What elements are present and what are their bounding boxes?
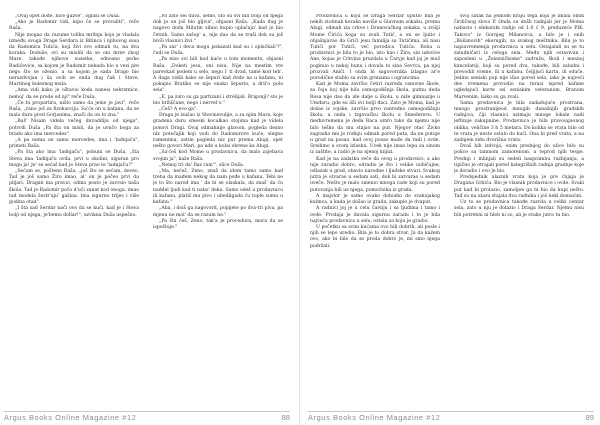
paragraph: Uz to se prodavnica takođe razvila u veliki centar sela, zato u nju je dolazio i Draga Serdar. Njemu nisu bili potrebni ni hleb ni so, ali je svako jutro tu bio. [454,200,584,218]
paragraph: „Če bi proparlira, ništo samo da jeme je javi", reče Raša, „rano još za fizokarciju. Sa'će on u kafanu, da se malo dura pred Gorjanima, znači da on to zna." [9,100,139,119]
left-page-footer [4,411,290,422]
paragraph: Predsjednik ulaznih vrata koja je pre ćnjiga je Dragana Grbića. Bio je vlasnik prodavnice i ovde. Svaki put kad bi prolazio, zamoljen ga bi bio da kupi nešto. Tad su na ulazu stajala dva radnika i još neki domaćini. [454,175,584,199]
paragraph: „Ako je Radomir vidi, kipo će se provaliti", reče Raša. [9,20,139,32]
paragraph: „Ćeš? A evo ga". [159,107,198,113]
paragraph: A radnici joj je u celu čarsiju i sa ljudima i tamo i ovde. Prodaja je davala sigurnu zaradu i to je bila najveća prodavnica u selu, ostala za koju je gradio. [310,206,440,224]
paragraph: Kad je Moma završio četiri razreda osnovne škole, za čeju koj nije bila osmogodišnja škola, putnu deda Rosa nije dao da ide dalje u školu, u niže gimnazije u Umđaru, gde su išli svi bolji đaci. Zato je Moma, kad je došao iz vojske, završio prvo vanredno osmogodišnju školu, a onda i trgovačku školu u Smederevu. U međuvremenu je deda Raca umro tako da njemu nije bilo teško da mu stajao na put. Njegov otac Živko zagradio mu je rodnju odmah pored puta, da ne putuje u grad na posao, kad ovoj posao može da radi i ovde. Sredimo u svom izlasku. Uvek nije imao lepu sa sinom iz zaštite, a radio je na njenoj knjizi. [310,82,440,156]
paragraph: „Sećam se, pošteno Raša, „još što se sećam, doveo. Tad je još samo Žiro imao, al' on je počeo prvi da piljari. Dragan ma pravio, odma posto je zavrsio naša škola. Tad je Radomir počo d'uči zanat kod onoga, imao tad modela šestr'aju' gašina. Ima sigurno trijes i više godina otad". [9,169,139,206]
paragraph: Sama prodavnica je bila zadadujuće prostrana, mnogo prostranijeod mnogih današnjih gradskih radnjica, čiji vlasnici uzimaju mnoge lokale nadi jeftinije zakupnine. Prodavnica je bila pravougaonog oblika, veličine 3 h 5 metara. Do kolika se vrata bilo od te vrata je nesto ostalo do kući. Ona bi pred vrata, a na zadnjem zidu dvorišna vrata. [454,100,584,144]
paragraph: „Nemoj tri da' Ilaz ram'", slice Duša. [159,162,245,168]
paragraph: „Aha, i doiš ga nagovorit, popijete po dva-tri piva, pa mjenu ne mol' da se razum ne." [153,206,283,218]
paragraph: „Pa šta ćeš, Zeno, tak'a je procedura, mora da se ispoštuje." [153,218,283,230]
paragraph: „I šta sad Serdar nači ovo da se kući, kad je i Steva bolji od njega, je'bemu dollar!", uzvikna Duša uspešno. [9,206,139,218]
paragraph: „Pa šta ako ima 'ladnjaču", pobuni se Duša, „šta Steva ima 'ladnjaču ovda, prvi u okolini, siguran pro mogu ja! Je' se sećaš kad je Steva prao te 'ladnjaču?" [9,150,139,168]
paragraph: „Sa'ćeš kod Mome u prodavnicu, da malo zajebava svojim ja", kaže Raša. [153,150,283,162]
paragraph: „Ovaj opet dođe, hiće gužve", oglasi se Duša. [15,14,121,19]
page-number: 89 [585,413,594,422]
paragraph: „Pa zato sei duva, šemo, što su svi bili bolji od njega dok je on još bio gljiva", objasni Raša. „Kada dug je nagovo doda Milutin sibno kupio oplaćaju' kad je bio četnik. Samo zašop' a, nije dao da se truši dok su još bivši vlasnici živi." [153,14,283,44]
right-page-column-1 [310,14,440,399]
paragraph: Kad je na zadatku reče da ovog u prodavnici, a ako nije zaradio dobro, odradio je što i velike uobičajne, odlazak u grad, obavio narodne i ljudske stvari. Svakog jutra je otvarao u sedam sati, dok bi zatvarao u sedam uveče. Nešto je malo smenio mnoga rade koji su pored putovanja bili uz njega, pomoćnika iz grada. [310,156,440,193]
paragraph: „Ama vidi kako je oštavio koda nanesi nekrstnice, nemoj' da se prode od nji" reče Duša. [9,88,139,100]
paragraph: „Pa niso svi bili kod kuće u tom momentu, objasni Raša. „Doketi jesu, oni nisu. Nije na mestim vre parevkad podem u selo, negu i' ti dvad, tamé kod teb'. A daga vidili kako se šepuri kad dode na u kafanu, ni pokajno Bratiko se nije onako šepurio, a dril'o pola sela". [153,57,283,94]
paragraph: „Ma, nećeš, Zeno, znaš da idem tamo samo kad treba da mađem nekog da nam pođe u kafanu. Tebi ne je to što narođ ima ' da bi se olaskala, da znaš' da ću naddel ljudi kad ti nabo' deka. Samo odeš u prodavnicu ili kafanu, platiš mu pivo i ubedilgada ću tople sumu u kafanu." [153,169,283,206]
left-page-column-2 [153,14,283,399]
magazine-title: Argus Books Online Magazine #12 [4,413,137,422]
paragraph: „Bal! Nisam videla večeg duvaddiju od njega", potvrdi Duša „Pa šta on misli, da je uvučo boga za bradu ako ima mercedes". [9,119,139,137]
paragraph: Prodavnica u koju se Draga Serdar uputio bila je nekih stotinak koraka naviše u Glavnom sokaku, prema Alugi, odmah iza crkve i Dranovačkog sokaka, u zvišji Mome Čirića koga su zvali Tutić, a on se ljutio i objašnjavao da Grići jesu familija sa Tutićima, ali nisu Tutići por Tutići, već porodica Tutića. Roba u prodavnici je bila to je bio, isto kao i Žira, sin udovice Ane, kojaa je Crkvina pruzdala u Čaryje kad joj je muž poginuo u nekoj bunu i dovala to sina Sevrca, pa njoj prozvali Aniči. I onda bi sagovornika izlagao ar'e porodične stablo sa svim granama i ograncima. [310,14,440,82]
paragraph: U početku sa svim kućama ovo bili dobrih, ali posle i njih se lepo uredio. Bila je to dobra stvar. Ja da kažem ovo, ako bi bilo da se proda dobro je, mi smo njega podržali. [310,224,440,249]
paragraph: Nije mogao da razume toliku mržnju koja je vladala između ovoga Drage Serdara iz Bitinca i njihovog susa da Radomira Tutića, koji živi ovo odmah tu, na dva koraka. Doduše, svi su mislili da se oni mrze zbog Mare, takođe njihove susetke, odnosno pe/ko Radićevice, sa kojom je Radomir nekada bio u vezi pre nego što se oženio, a sa kojom je sada Drago bio nerazdvojan i ša ovih se onda dug čak i Steve, Martinog bolesnog mula. [9,32,139,88]
paragraph: „Pa zar' i deca mogu pokazati kad su i oplaćkali'?", čudi se Duša. [153,45,283,57]
paragraph: „A pa nema on samo mercedes, ima i 'ladnjaču", primeti Raša. [9,138,139,150]
right-page-footer [308,411,594,422]
page-number: 88 [281,413,290,422]
right-page [300,0,600,425]
right-page-column-2 [454,14,584,399]
paragraph: „E, pa zato su ga partizani i strelijali. Brigonji? sto je bio bržišćane, nego i nervel'o." [153,94,283,106]
paragraph: Dvaš kih izdvoja, onim predujog do ulice bilo su police sa tamnom zamorenom, a teprod njih tesge. Prednji i mlinjali su sedeli naspramnu razbijanju, a tipično je otrajali pored kalegrišnih radnja gradnje koje je doradio i ovo je bio. [454,144,584,175]
left-page-column-1 [9,14,139,399]
paragraph: svoj šatak na jednom kraju tega koja je imala oblik čiriličnog slova P. Onda su došli radnjali jer je Moma nabavio i elekarski radijo od 1.0 ć 9, preduzeće PIK, Takovo" iz Gornjeg Milanovca, a bilo je i onih „Bušanovih" ekerugih, za svakog meštnika. Bila je to najsavremenija prodavnica u selu. Ostajalali su se tu zaludničari iz celoga sela. Među njih ostavivan i zaposleni u „Železničkome" zadružu, školi i mesnoj kancelariji, koji su pored dva, takođe, bili zaludni i prevodili vreme, ili u kafanu, čeljijući kartu, ili oduće. Jedino seniski pop nije išao pored sela, iako je najveći deo vremena provodio na terasi ispred kafane ugledajući karte ssi seniskim veteranom, Branom Marvenim, laiko su ga zvali. [454,14,584,100]
magazine-title: Argus Books Online Magazine #12 [308,413,441,422]
paragraph: A majstor je samo ovako dohodio do svakojakog kulmca, a kada je došao iz grada, zakupio je dvaput. [310,193,440,206]
paragraph: Draga je izašao iz Stevinevulije, a za njim Mara, koje gradena daru smeski kocalkao stojima kad je videla ponovi Dragi. Ovaj odmahnije glavom, pogleda desno niz potočajik koji vodi do Radomirove kuće, slegne ramenima, zatim pogleda niz put prema Alugi, opet nešto govori Mari, pa ude u kolai okrene ka Alugi. [153,113,283,150]
